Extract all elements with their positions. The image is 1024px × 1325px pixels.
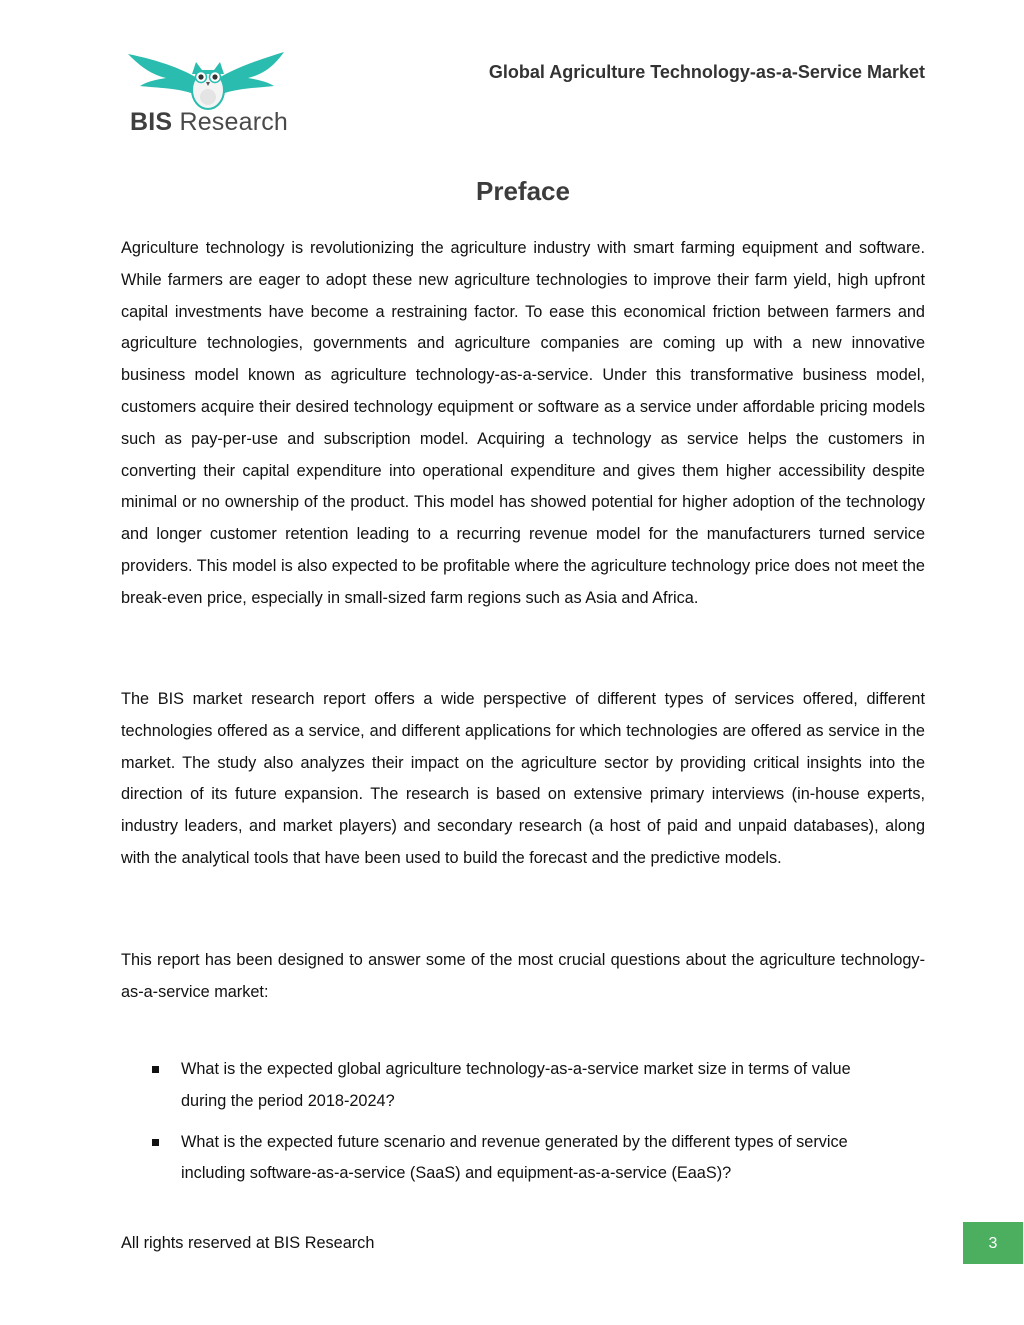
square-bullet-icon xyxy=(152,1139,159,1146)
square-bullet-icon xyxy=(152,1066,159,1073)
page-title: Preface xyxy=(476,176,570,206)
list-item xyxy=(150,1127,890,1191)
bis-research-logo xyxy=(128,50,288,142)
question-text: What is the expected future scenario and revenue generated by the different types of service including software-as-a-service (SaaS) and equipment-as-a-service (EaaS)? xyxy=(181,1132,848,1183)
questions-list xyxy=(150,1054,890,1199)
paragraph-questions-intro: This report has been designed to answer some of the most crucial questions about the agriculture technology-as-a-service market: xyxy=(121,951,925,1001)
question-text: What is the expected global agriculture technology-as-a-service market size in terms of value during the period 2018-2024? xyxy=(181,1060,851,1110)
paragraph-report-overview: The BIS market research report offers a wide perspective of different types of services offered, different technologies offered as a service, and different applications for which technologies are offered as service in the market. The study also analyzes their impact on the agriculture sector by providing critical insights into the direction of its future expansion. The research is based on extensive primary interviews (in-house experts, industry leaders, and market players) and secondary research (a host of paid and unpaid databases), along with the analytical tools that have been used to build the forecast and the predictive models. xyxy=(121,690,925,867)
paragraph-intro: Agriculture technology is revolutionizing the agriculture industry with smart farming equipment and software. While farmers are eager to adopt these new agriculture technologies to improve their farm yield, high upfront capital investments have become a restraining factor. To ease this economical friction between farmers and agriculture technologies, governments and agriculture companies are coming up with a new innovative business model known as agriculture technology-as-a-service. Under this transformative business model, customers acquire their desired technology equipment or software as a service under affordable pricing models such as pay-per-use and subscription model. Acquiring a technology as service helps the customers in converting their capital expenditure into operational expenditure and gives them higher accessibility despite minimal or no ownership of the product. This model has showed potential for higher adoption of the technology and longer customer retention leading to a recurring revenue model for the manufacturers turned service providers. This model is also expected to be profitable where the agriculture technology price does not meet the break-even price, especially in small-sized farm regions such as Asia and Africa. xyxy=(121,239,925,607)
page-number-badge: 3 xyxy=(963,1222,1023,1264)
logo-wordmark: BIS Research xyxy=(130,108,289,136)
owl-icon xyxy=(128,50,288,112)
document-header-title: Global Agriculture Technology-as-a-Service Market xyxy=(488,62,925,82)
footer-rights: All rights reserved at BIS Research xyxy=(121,1234,375,1252)
list-item xyxy=(150,1054,890,1118)
